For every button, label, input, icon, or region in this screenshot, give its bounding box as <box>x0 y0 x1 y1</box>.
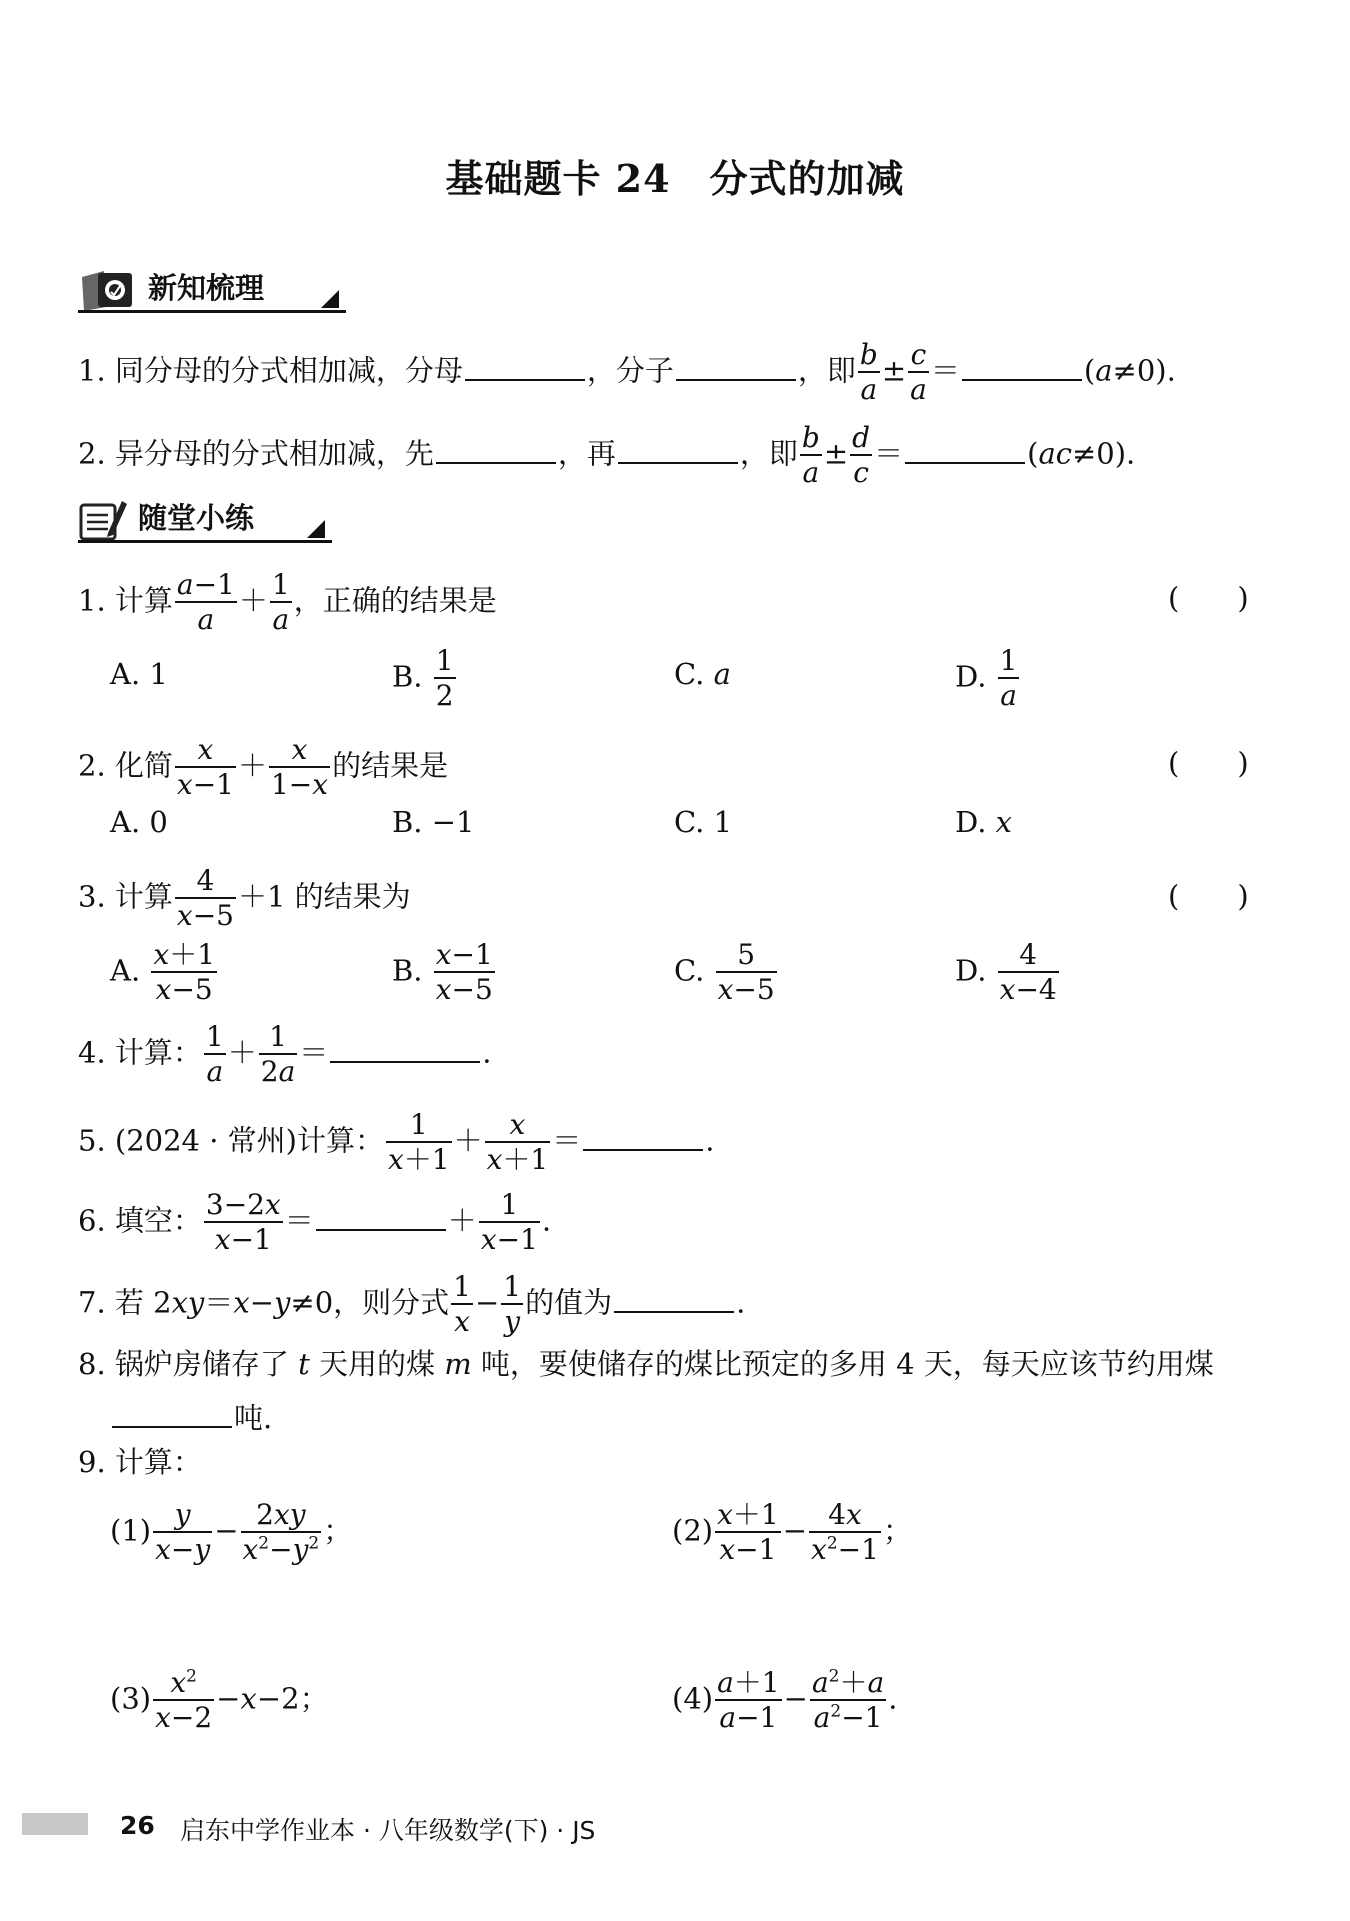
question-3-stem: 3. 计算 $\frac{4}{x-5}$ ＋1 的结果为 <box>78 864 411 933</box>
page-number: 26 <box>120 1811 155 1840</box>
footer-gray-block <box>22 1813 88 1835</box>
q9-part-3: (3) $\frac{x^2}{x-2}$ −x−2； <box>110 1666 329 1735</box>
notebook-pencil-icon <box>78 497 128 543</box>
question-4: 4. 计算： $\frac{1}{a}$ ＋ $\frac{1}{2a}$ ＝ . <box>78 1020 492 1089</box>
knowledge-item-1: 1. 同分母的分式相加减，分母 ，分子 ，即 $\frac{b}{a}$ ± $\frac{c}{a}$ ＝ (a≠0). <box>78 338 1176 407</box>
q9-part-2: (2) $\frac{x+1}{x-1}$ − $\frac{4x}{x^2-1}$ ； <box>672 1498 912 1567</box>
q3-option-b[interactable]: B. $\frac{x-1}{x-5}$ <box>392 938 493 1007</box>
section-underline <box>78 540 332 543</box>
fraction-b-over-a: $\frac{b}{a}$ <box>801 421 820 490</box>
answer-blank[interactable] <box>436 436 556 464</box>
q2-option-b[interactable]: B. −1 <box>392 805 475 839</box>
q2-option-a[interactable]: A. 0 <box>110 805 168 839</box>
question-1-stem: 1. 计算 $\frac{a-1}{a}$ ＋ $\frac{1}{a}$ ，正确的结果是 <box>78 568 497 637</box>
answer-blank[interactable] <box>465 353 585 381</box>
answer-bracket[interactable]: ( ) <box>1168 879 1249 913</box>
section-header-new-knowledge <box>78 263 346 313</box>
page-title: 基础题卡 24 分式的加减 <box>445 156 905 201</box>
q3-option-d[interactable]: D. $\frac{4}{x-4}$ <box>955 938 1057 1007</box>
section-arrow-icon <box>321 290 339 308</box>
section-underline <box>78 310 346 313</box>
answer-blank[interactable] <box>618 436 738 464</box>
q9-part-4: (4) $\frac{a+1}{a-1}$ − $\frac{a^2+a}{a^2-1}$ . <box>672 1666 898 1735</box>
q2-option-d[interactable]: D. x <box>955 805 1013 839</box>
answer-blank[interactable] <box>614 1285 734 1313</box>
answer-blank[interactable] <box>316 1203 446 1231</box>
answer-blank[interactable] <box>583 1123 703 1151</box>
answer-blank[interactable] <box>676 353 796 381</box>
q2-option-c[interactable]: C. 1 <box>674 805 733 839</box>
answer-bracket[interactable]: ( ) <box>1168 581 1249 615</box>
q1-option-b[interactable]: B. $\frac{1}{2}$ <box>392 644 454 713</box>
q9-part-1: (1) $\frac{y}{x-y}$ − $\frac{2xy}{x^2-y^2}$ ； <box>110 1498 353 1567</box>
question-8-line-1: 8. 锅炉房储存了 t 天用的煤 m 吨，要使储存的煤比预定的多用 4 天，每天应该节约用煤 <box>78 1347 1214 1381</box>
question-5: 5. (2024 · 常州)计算： $\frac{1}{x+1}$ ＋ $\frac{x}{x+1}$ ＝ . <box>78 1108 715 1177</box>
q1-option-a[interactable]: A. 1 <box>110 657 168 691</box>
q1-option-d[interactable]: D. $\frac{1}{a}$ <box>955 644 1018 713</box>
q1-option-c[interactable]: C. a <box>674 657 731 691</box>
book-note-icon <box>78 267 138 313</box>
fraction-d-over-c: $\frac{d}{c}$ <box>852 421 871 490</box>
question-7: 7. 若 2xy＝x−y≠0，则分式 $\frac{1}{x}$ − $\frac{1}{y}$ 的值为 . <box>78 1270 746 1339</box>
answer-blank[interactable] <box>905 436 1025 464</box>
section-arrow-icon <box>307 520 325 538</box>
section-title-practice: 随堂小练 <box>138 501 255 535</box>
answer-blank[interactable] <box>962 353 1082 381</box>
question-8-line-2: 吨. <box>110 1400 272 1433</box>
question-9-stem: 9. 计算： <box>78 1445 202 1479</box>
book-title: 启东中学作业本 · 八年级数学(下) · JS <box>180 1816 596 1845</box>
question-2-stem: 2. 化简 $\frac{x}{x-1}$ ＋ $\frac{x}{1-x}$ 的结果是 <box>78 733 449 802</box>
answer-blank[interactable] <box>330 1035 480 1063</box>
fraction-c-over-a: $\frac{c}{a}$ <box>910 338 927 407</box>
q3-option-c[interactable]: C. $\frac{5}{x-5}$ <box>674 938 775 1007</box>
answer-blank[interactable] <box>112 1400 232 1428</box>
answer-bracket[interactable]: ( ) <box>1168 746 1249 780</box>
section-title-new-knowledge: 新知梳理 <box>148 271 265 305</box>
section-header-practice <box>78 493 332 543</box>
q3-option-a[interactable]: A. $\frac{x+1}{x-5}$ <box>110 938 216 1007</box>
fraction-b-over-a: $\frac{b}{a}$ <box>859 338 878 407</box>
question-6: 6. 填空： $\frac{3-2x}{x-1}$ ＝ ＋ $\frac{1}{x-1}$ . <box>78 1188 552 1257</box>
knowledge-item-2: 2. 异分母的分式相加减，先 ，再 ，即 $\frac{b}{a}$ ± $\frac{d}{c}$ ＝ (ac≠0). <box>78 421 1136 490</box>
